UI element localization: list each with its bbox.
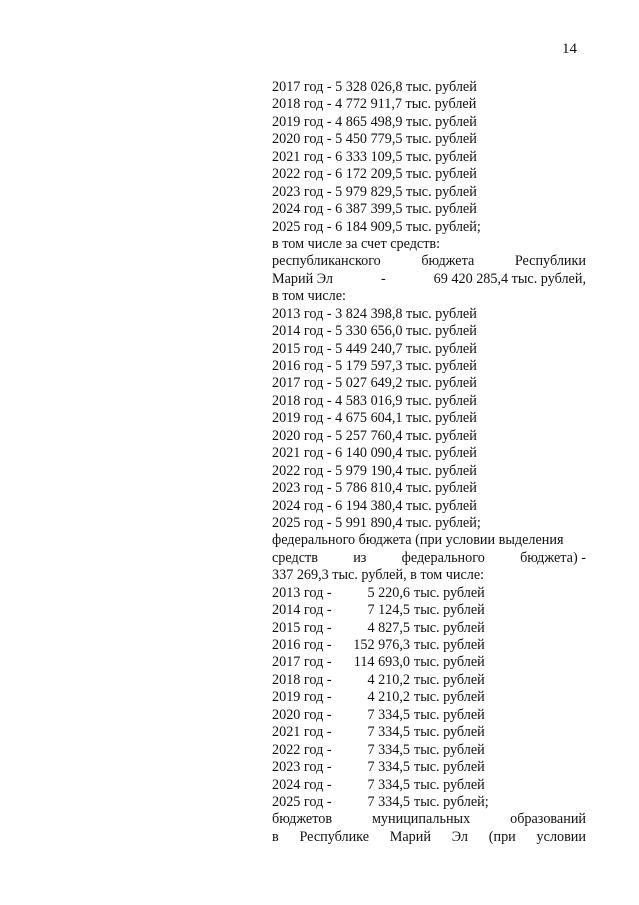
- republic-budget-total: [272, 271, 586, 288]
- word: в: [272, 828, 279, 845]
- federal-year-row: [272, 637, 586, 654]
- amount: 4 210,2: [367, 689, 410, 706]
- word: бюджетов: [272, 811, 333, 828]
- text-line: 2023 год - 5 786 810,4 тыс. рублей: [272, 480, 477, 497]
- unit: тыс. рублей: [414, 654, 485, 671]
- word: Марий Эл: [272, 270, 333, 287]
- text-line: 2017 год - 5 027 649,2 тыс. рублей: [272, 375, 477, 392]
- municipal-budget-heading-cont: [272, 829, 586, 846]
- municipal-budget-heading: [272, 811, 586, 828]
- text-line: 2025 год - 5 991 890,4 тыс. рублей;: [272, 514, 481, 531]
- unit: тыс. рублей: [414, 776, 485, 793]
- word: 69 420 285,4 тыс. рублей,: [433, 270, 586, 287]
- amount: 7 334,5: [367, 706, 410, 723]
- text-line: 2014 год - 5 330 656,0 тыс. рублей: [272, 323, 477, 340]
- text-line: 2024 год - 6 387 399,5 тыс. рублей: [272, 201, 477, 218]
- year: 2018 год -: [272, 671, 332, 688]
- federal-year-row: [272, 654, 586, 671]
- text-line: 2023 год - 5 979 829,5 тыс. рублей: [272, 183, 477, 200]
- year: 2020 год -: [272, 706, 332, 723]
- word: бюджета: [421, 253, 475, 270]
- amount: 7 334,5: [367, 793, 410, 810]
- federal-budget-heading: федерального бюджета (при условии выделения: [272, 532, 564, 549]
- year: 2014 год -: [272, 602, 332, 619]
- text-line: 2015 год - 5 449 240,7 тыс. рублей: [272, 340, 477, 357]
- year: 2023 год -: [272, 759, 332, 776]
- year: 2016 год -: [272, 637, 332, 653]
- word: федерального: [401, 549, 485, 566]
- amount: 7 334,5: [367, 759, 410, 776]
- text-line: 2020 год - 5 257 760,4 тыс. рублей: [272, 427, 477, 444]
- federal-year-row: [272, 777, 586, 794]
- unit: тыс. рублей: [414, 759, 485, 776]
- amount: 7 334,5: [367, 776, 410, 793]
- word: Марий: [389, 828, 431, 845]
- text-line: 2017 год - 5 328 026,8 тыс. рублей: [272, 79, 477, 95]
- federal-year-row: [272, 689, 586, 706]
- year: 2022 год -: [272, 741, 332, 758]
- amount: 7 334,5: [367, 741, 410, 758]
- unit: тыс. рублей: [414, 602, 485, 619]
- text-line: 2020 год - 5 450 779,5 тыс. рублей: [272, 131, 477, 148]
- year: 2021 год -: [272, 724, 332, 741]
- text-line: 2018 год - 4 583 016,9 тыс. рублей: [272, 392, 477, 409]
- word: Эл: [451, 828, 468, 845]
- federal-year-row: [272, 602, 586, 619]
- amount: 152 976,3: [353, 637, 410, 653]
- text-line: 337 269,3 тыс. рублей, в том числе:: [272, 567, 485, 584]
- text-line: 2016 год - 5 179 597,3 тыс. рублей: [272, 358, 477, 374]
- word: средств: [272, 549, 318, 566]
- year: 2024 год -: [272, 776, 332, 793]
- word: республиканского: [272, 253, 381, 270]
- year: 2025 год -: [272, 793, 332, 810]
- federal-year-row: [272, 585, 586, 602]
- unit: тыс. рублей: [414, 741, 485, 758]
- republic-budget-heading: [272, 253, 586, 270]
- federal-year-row: [272, 759, 586, 776]
- unit: тыс. рублей: [414, 724, 485, 741]
- year: 2019 год -: [272, 689, 332, 706]
- unit: тыс. рублей: [414, 619, 485, 636]
- amount: 4 827,5: [367, 619, 410, 636]
- federal-year-row: [272, 794, 586, 811]
- text-line: 2019 год - 4 675 604,1 тыс. рублей: [272, 410, 477, 427]
- text-line: 2018 год - 4 772 911,7 тыс. рублей: [272, 96, 477, 113]
- amount: 7 124,5: [367, 602, 410, 619]
- federal-year-row: [272, 724, 586, 741]
- federal-year-row: [272, 742, 586, 759]
- text-line: в том числе:: [272, 288, 346, 305]
- text-line: 2019 год - 4 865 498,9 тыс. рублей: [272, 113, 477, 130]
- text-line: 2021 год - 6 140 090,4 тыс. рублей: [272, 445, 477, 462]
- document-body: [272, 79, 586, 846]
- amount: 4 210,2: [367, 671, 410, 688]
- unit: тыс. рублей: [414, 706, 485, 723]
- unit: тыс. рублей;: [414, 793, 489, 810]
- unit: тыс. рублей: [414, 689, 485, 706]
- unit: тыс. рублей: [414, 671, 485, 688]
- text-line: в том числе за счет средств:: [272, 235, 441, 252]
- word: условии: [536, 828, 586, 845]
- word: -: [380, 270, 386, 287]
- text-line: 2024 год - 6 194 380,4 тыс. рублей: [272, 497, 477, 514]
- word: из: [353, 549, 367, 566]
- word: образований: [510, 811, 586, 828]
- text-line: 2021 год - 6 333 109,5 тыс. рублей: [272, 148, 477, 165]
- word: Республики: [514, 253, 586, 270]
- text-line: 2022 год - 5 979 190,4 тыс. рублей: [272, 462, 477, 479]
- year: 2017 год -: [272, 654, 332, 671]
- page-number: 14: [562, 41, 577, 57]
- text-line: 2013 год - 3 824 398,8 тыс. рублей: [272, 305, 477, 322]
- year: 2015 год -: [272, 619, 332, 636]
- year: 2013 год -: [272, 584, 332, 601]
- federal-year-row: [272, 672, 586, 689]
- text-line: 2022 год - 6 172 209,5 тыс. рублей: [272, 166, 477, 183]
- federal-budget-heading-cont: [272, 550, 586, 567]
- unit: тыс. рублей: [414, 584, 485, 601]
- word: муниципальных: [371, 811, 471, 828]
- unit: тыс. рублей: [414, 637, 485, 653]
- word: Республике: [299, 828, 369, 845]
- word: бюджета) -: [520, 549, 586, 566]
- amount: 5 220,6: [367, 584, 410, 601]
- federal-year-row: [272, 620, 586, 637]
- amount: 7 334,5: [367, 724, 410, 741]
- word: (при: [488, 828, 516, 845]
- federal-year-row: [272, 707, 586, 724]
- text-line: 2025 год - 6 184 909,5 тыс. рублей;: [272, 218, 481, 235]
- amount: 114 693,0: [353, 654, 410, 671]
